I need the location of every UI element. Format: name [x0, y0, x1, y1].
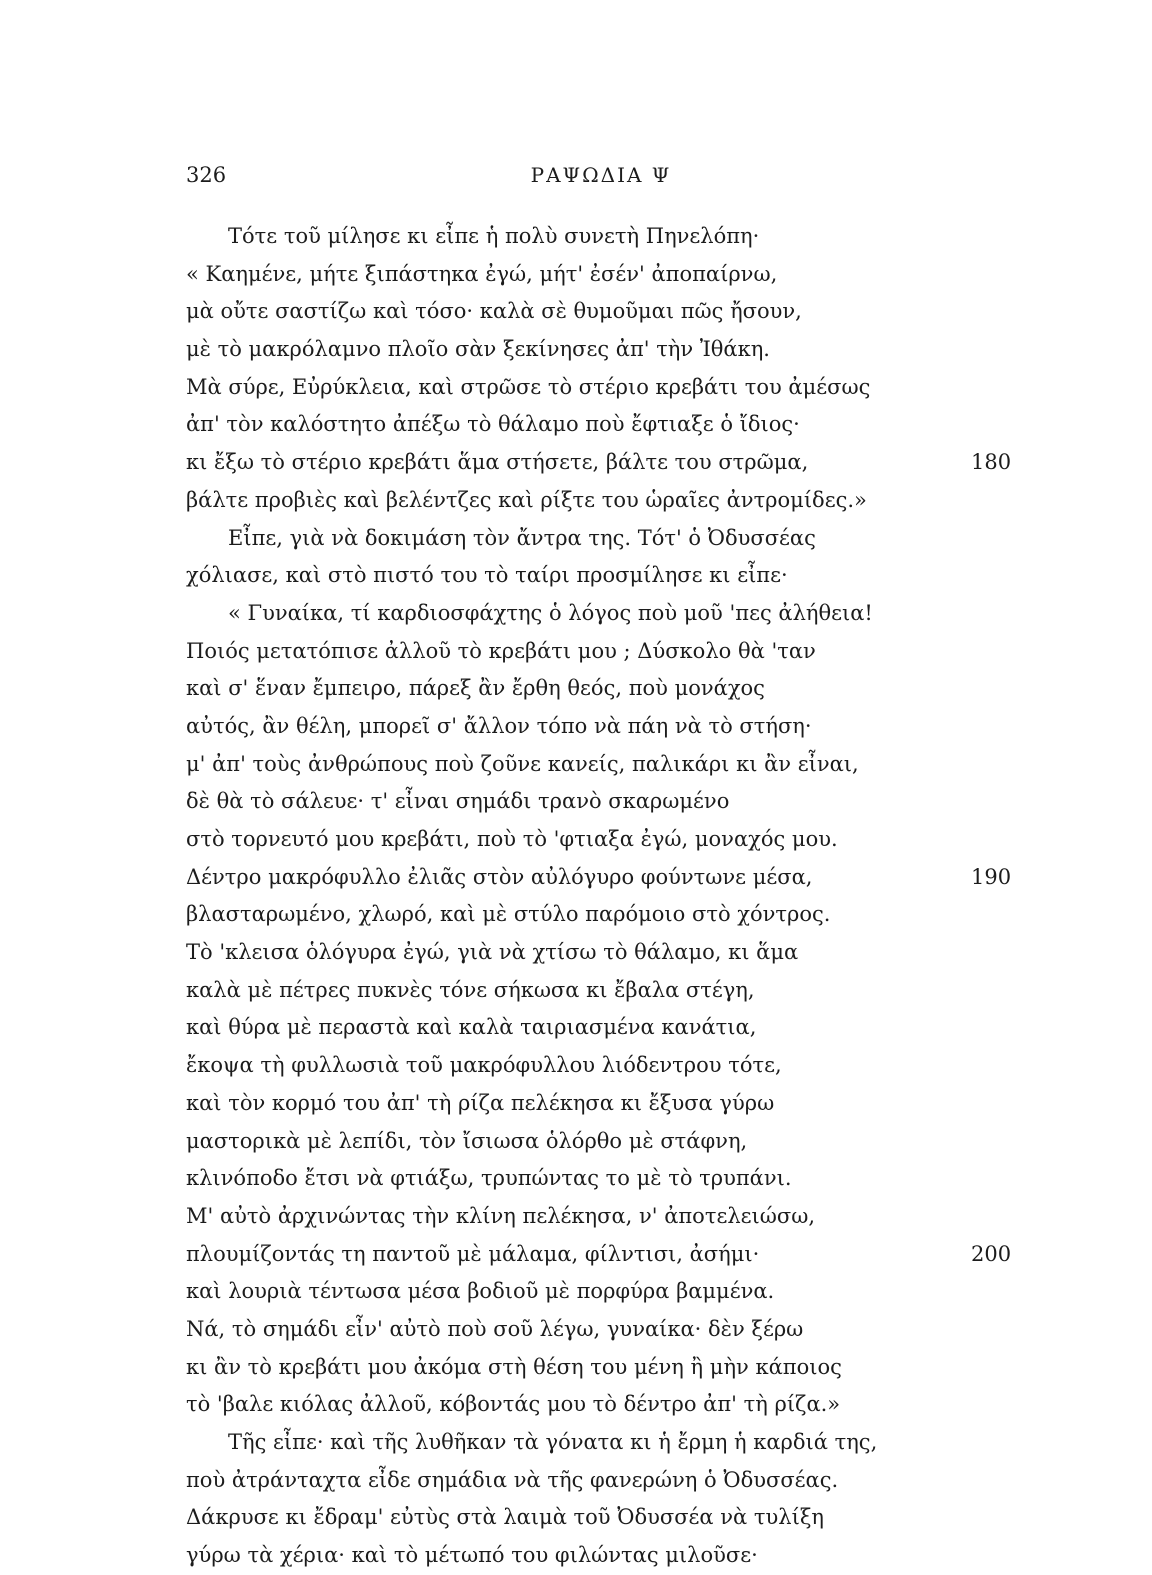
verse-text: μαστορικὰ μὲ λεπίδι, τὸν ἴσιωσα ὁλόρθο μὲ στάφνη, [186, 1128, 748, 1153]
verse-text: δὲ θὰ τὸ σάλευε· τ' εἶναι σημάδι τρανὸ σκαρωμένο [186, 789, 730, 814]
verse-text: πλουμίζοντάς τη παντοῦ μὲ μάλαμα, φίλντισι, ἀσήμι· [186, 1241, 760, 1266]
verse-line [186, 1499, 1046, 1537]
page-number: 326 [186, 163, 227, 187]
poem-text [186, 218, 1046, 1575]
verse-line [186, 896, 1046, 934]
verse-line [186, 218, 1046, 256]
verse-line [186, 1236, 1046, 1274]
verse-text: κι ἂν τὸ κρεβάτι μου ἀκόμα στὴ θέση του μένη ἢ μὴν κάποιος [186, 1354, 842, 1379]
verse-text: Δάκρυσε κι ἔδραμ' εὐτὺς στὰ λαιμὰ τοῦ Ὀδυσσέα νὰ τυλίξη [186, 1505, 824, 1530]
line-number: 190 [971, 864, 1012, 889]
verse-text: γύρω τὰ χέρια· καὶ τὸ μέτωπό του φιλώντας μιλοῦσε· [186, 1543, 758, 1568]
verse-text: Τότε τοῦ μίλησε κι εἶπε ἡ πολὺ συνετὴ Πηνελόπη· [228, 224, 760, 248]
verse-line [186, 595, 1046, 633]
verse-line [186, 1273, 1046, 1311]
verse-text: καὶ τὸν κορμό του ἀπ' τὴ ρίζα πελέκησα κι ἔξυσα γύρω [186, 1090, 775, 1115]
verse-line [186, 1047, 1046, 1085]
verse-line [186, 821, 1046, 859]
verse-line [186, 1085, 1046, 1123]
verse-line [186, 1009, 1046, 1047]
verse-text: Τῆς εἶπε· καὶ τῆς λυθῆκαν τὰ γόνατα κι ἡ ἔρμη ἡ καρδιά της, [228, 1430, 878, 1454]
verse-line [186, 1349, 1046, 1387]
verse-text: Νά, τὸ σημάδι εἶν' αὐτὸ ποὺ σοῦ λέγω, γυναίκα· δὲν ξέρω [186, 1316, 804, 1341]
verse-text: Μὰ σύρε, Εὐρύκλεια, καὶ στρῶσε τὸ στέριο κρεβάτι του ἀμέσως [186, 374, 871, 399]
verse-line [186, 406, 1046, 444]
verse-line [186, 256, 1046, 294]
verse-line [186, 293, 1046, 331]
verse-text: Τὸ 'κλεισα ὁλόγυρα ἐγώ, γιὰ νὰ χτίσω τὸ θάλαμο, κι ἅμα [186, 940, 799, 965]
verse-text: καὶ λουριὰ τέντωσα μέσα βοδιοῦ μὲ πορφύρα βαμμένα. [186, 1279, 775, 1304]
verse-text: ἔκοψα τὴ φυλλωσιὰ τοῦ μακρόφυλλου λιόδεντρου τότε, [186, 1053, 782, 1078]
verse-text: καλὰ μὲ πέτρες πυκνὲς τόνε σήκωσα κι ἔβαλα στέγη, [186, 977, 755, 1002]
page-header [186, 163, 1016, 193]
verse-line [186, 520, 1046, 558]
verse-line [186, 1386, 1046, 1424]
verse-line [186, 1311, 1046, 1349]
verse-text: μὰ οὔτε σαστίζω καὶ τόσο· καλὰ σὲ θυμοῦμαι πῶς ἤσουν, [186, 299, 802, 324]
line-number: 200 [971, 1241, 1012, 1266]
verse-text: βάλτε προβιὲς καὶ βελέντζες καὶ ρίξτε του ὡραῖες ἀντρομίδες.» [186, 487, 867, 512]
verse-line [186, 1537, 1046, 1575]
verse-line [186, 859, 1046, 897]
verse-text: Δέντρο μακρόφυλλο ἐλιᾶς στὸν αὐλόγυρο φούντωνε μέσα, [186, 864, 813, 889]
verse-line [186, 444, 1046, 482]
verse-line [186, 972, 1046, 1010]
verse-line [186, 633, 1046, 671]
verse-line [186, 1198, 1046, 1236]
verse-line [186, 708, 1046, 746]
verse-line [186, 746, 1046, 784]
verse-line [186, 369, 1046, 407]
verse-line [186, 482, 1046, 520]
verse-line [186, 331, 1046, 369]
verse-text: κλινόποδο ἔτσι νὰ φτιάξω, τρυπώντας το μὲ τὸ τρυπάνι. [186, 1166, 792, 1191]
verse-text: ἀπ' τὸν καλόστητο ἀπέξω τὸ θάλαμο ποὺ ἔφτιαξε ὁ ἴδιος· [186, 412, 800, 437]
verse-text: Μ' αὐτὸ ἀρχινώντας τὴν κλίνη πελέκησα, ν' ἀποτελειώσω, [186, 1203, 816, 1228]
verse-text: βλασταρωμένο, χλωρό, καὶ μὲ στύλο παρόμοιο στὸ χόντρος. [186, 902, 831, 927]
verse-text: Εἶπε, γιὰ νὰ δοκιμάση τὸν ἄντρα της. Τότ' ὁ Ὀδυσσέας [228, 525, 816, 550]
verse-text: χόλιασε, καὶ στὸ πιστό του τὸ ταίρι προσμίλησε κι εἶπε· [186, 563, 788, 588]
verse-text: κι ἔξω τὸ στέριο κρεβάτι ἅμα στήσετε, βάλτε του στρῶμα, [186, 450, 809, 475]
verse-text: Ποιός μετατόπισε ἀλλοῦ τὸ κρεβάτι μου ; Δύσκολο θὰ 'ταν [186, 638, 816, 663]
verse-text: καὶ θύρα μὲ περαστὰ καὶ καλὰ ταιριασμένα κανάτια, [186, 1015, 757, 1040]
verse-line [186, 557, 1046, 595]
verse-text: αὐτός, ἂν θέλη, μπορεῖ σ' ἄλλον τόπο νὰ πάη νὰ τὸ στήση· [186, 713, 812, 738]
verse-text: « Γυναίκα, τί καρδιοσφάχτης ὁ λόγος ποὺ μοῦ 'πες ἀλήθεια! [228, 600, 873, 625]
verse-text: « Καημένε, μήτε ξιπάστηκα ἐγώ, μήτ' ἐσέν' ἀποπαίρνω, [186, 261, 778, 286]
verse-line [186, 783, 1046, 821]
verse-line [186, 1160, 1046, 1198]
verse-text: μὲ τὸ μακρόλαμνο πλοῖο σὰν ξεκίνησες ἀπ' τὴν Ἰθάκη. [186, 337, 770, 362]
running-head: ΡΑΨΩΔΙΑ Ψ [530, 163, 672, 187]
verse-line [186, 670, 1046, 708]
verse-text: καὶ σ' ἕναν ἔμπειρο, πάρεξ ἂν ἔρθη θεός, ποὺ μονάχος [186, 676, 765, 701]
verse-line [186, 934, 1046, 972]
verse-line [186, 1462, 1046, 1500]
verse-line [186, 1123, 1046, 1161]
verse-text: ποὺ ἀτράνταχτα εἶδε σημάδια νὰ τῆς φανερώνη ὁ Ὀδυσσέας. [186, 1467, 839, 1492]
line-number: 180 [971, 450, 1012, 475]
verse-line [186, 1424, 1046, 1462]
verse-text: μ' ἀπ' τοὺς ἀνθρώπους ποὺ ζοῦνε κανείς, παλικάρι κι ἂν εἶναι, [186, 751, 859, 776]
verse-text: τὸ 'βαλε κιόλας ἀλλοῦ, κόβοντάς μου τὸ δέντρο ἀπ' τὴ ρίζα.» [186, 1392, 841, 1417]
verse-text: στὸ τορνευτό μου κρεβάτι, ποὺ τὸ 'φτιαξα ἐγώ, μοναχός μου. [186, 827, 838, 851]
